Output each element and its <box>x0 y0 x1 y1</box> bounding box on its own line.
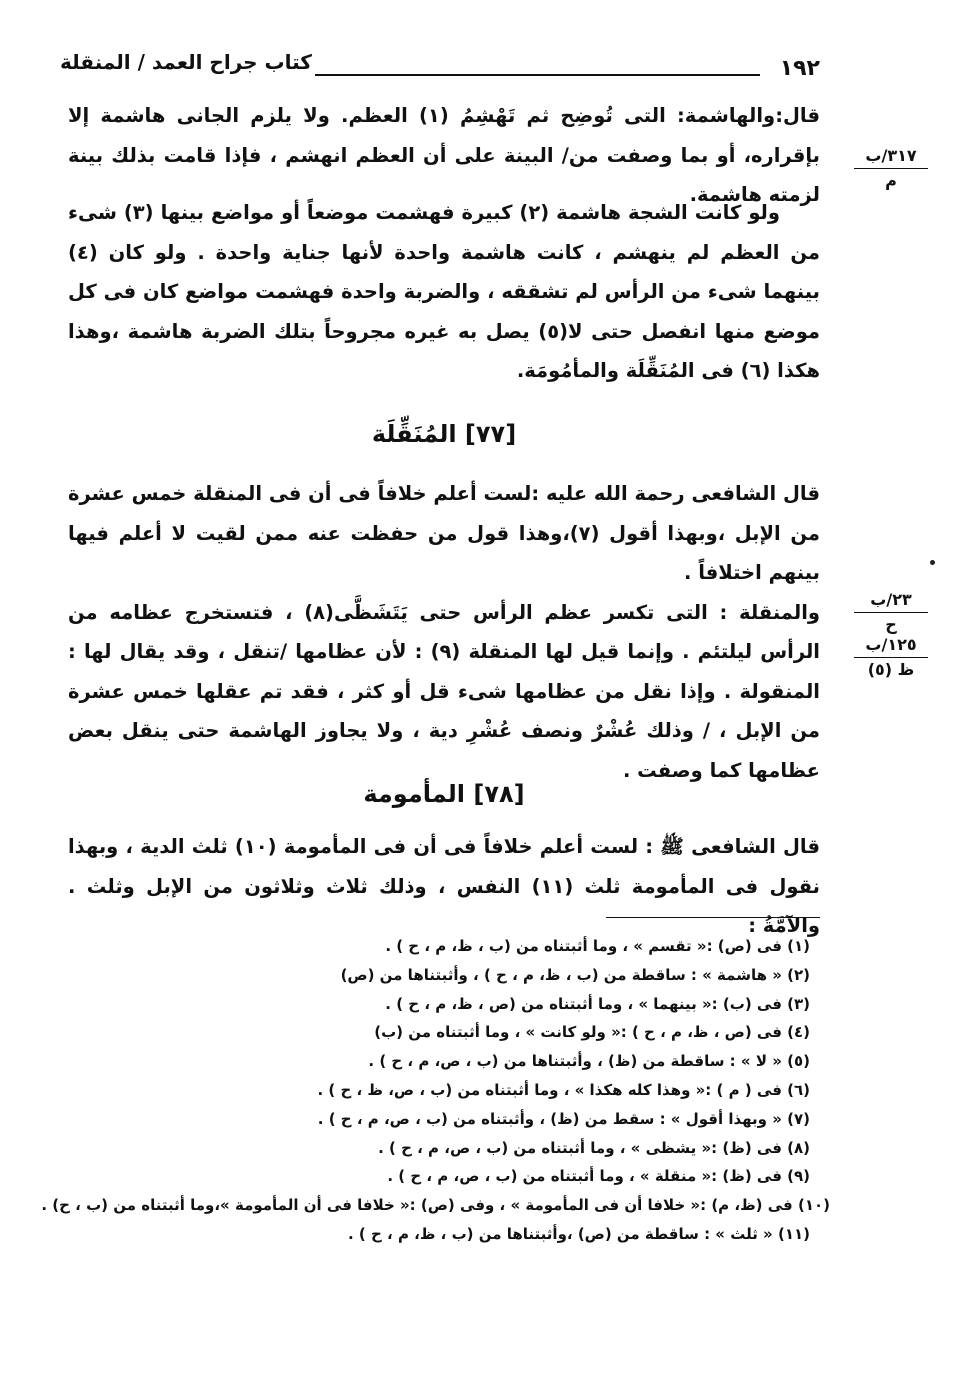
footnote: (٩) فى (ظ) :« منقلة » ، وما أثبتناه من (ب ، ص، م ، ح ) . <box>387 1167 810 1186</box>
footnote: (١١) « ثلث » : ساقطة من (ص) ،وأثبتناها من (ب ، ظ، م ، ح ) . <box>348 1224 810 1243</box>
speaker-lead: قال: <box>775 104 820 127</box>
paragraph-text: رحمة الله عليه :لست أعلم خلافاً فى أن فى المنقلة خمس عشرة من الإبل ،وبهذا أقول (٧)،وهذا قول من حفظت عنه ممن لقيت لا أعلم فيها بينهم اختلافاً . <box>68 482 820 584</box>
speaker-lead: قال الشافعى <box>691 835 820 858</box>
section-77-body <box>68 474 820 790</box>
scan-speck <box>930 560 935 565</box>
running-title: كتاب جراح العمد / المنقلة <box>60 50 312 74</box>
section-heading-78: [٧٨] المأمومة <box>363 780 525 808</box>
section-78-body <box>68 827 820 946</box>
margin-reference-2 <box>846 590 936 680</box>
margin-ref-line: ظ (٥) <box>867 660 915 679</box>
margin-ref-line: ح <box>885 615 897 634</box>
margin-reference-1 <box>846 146 936 191</box>
footnote: (٢) « هاشمة » : ساقطة من (ب ، ظ، م ، ح ) ، وأثبتناها من (ص) <box>340 965 810 984</box>
speaker-lead: قال الشافعى <box>691 482 820 505</box>
section-heading-77: [٧٧] المُنَقِّلَة <box>371 420 517 448</box>
footnote: (٧) « وبهذا أقول » : سقط من (ظ) ، وأثبتناه من (ب ، ص، م ، ح ) . <box>317 1109 810 1128</box>
margin-ref-bar <box>854 657 928 658</box>
margin-ref-bar <box>854 612 928 613</box>
footnote-rule <box>606 917 820 918</box>
footnotes <box>40 932 830 1249</box>
footnote: (٥) « لا » : ساقطة من (ظ) ، وأثبتناها من (ب ، ص، م ، ح ) . <box>368 1052 810 1071</box>
paragraph-text: ولو كانت الشجة هاشمة (٢) كبيرة فهشمت موضعاً أو مواضع بينها (٣) شىء من العظم لم ينهشم ، كانت هاشمة واحدة لأنها جناية واحدة . ولو كان (٤) بينهما شىء من الرأس لم تشققه ، والضربة واحدة فهشمت مواضع كان فى كل موضع منها انفصل حتى لا(٥) يصل به غيره مجروحاً بتلك الضربة هاشمة ،وهذا هكذا (٦) فى المُنَقِّلَة والمأمُومَة. <box>68 201 820 382</box>
footnote: (٨) فى (ظ) :« يشظى » ، وما أثبتناه من (ب ، ص، م ، ح ) . <box>378 1138 810 1157</box>
margin-ref-line: ٢٣/ب <box>870 590 912 609</box>
header-rule <box>315 74 760 76</box>
margin-ref-top: ٣١٧/ب <box>865 146 917 165</box>
page-header <box>60 46 820 86</box>
footnote: (٣) فى (ب) :« بينهما » ، وما أثبتناه من (ص ، ظ، م ، ح ) . <box>385 994 810 1013</box>
footnote: (١٠) فى (ظ، م) :« خلافا أن فى المأمومة » ، وفى (ص) :« خلافا فى أن المأمومة »،وما أثبتناه من (ب ، ح) . <box>41 1196 830 1215</box>
margin-ref-bar <box>854 168 928 169</box>
paragraph-text: والمنقلة : التى تكسر عظم الرأس حتى يَتَشَظَّى(٨) ، فتستخرج عظامه من الرأس ليلتئم . وإنما قيل لها المنقلة (٩) : لأن عظامها /تنقل ، وقد يقال لها : المنقولة . وإذا نقل من عظامها شىء قل أو كثر ، فقد تم عقلها خمس عشرة من الإبل ، / وذلك عُشْرٌ ونصف عُشْرِ دية ، ولا يجاوز الهاشمة حتى ينقل بعض عظامها كما وصفت . <box>68 600 821 782</box>
paragraph-text: والهاشمة: التى تُوضِح ثم تَهْشِمُ (١) العظم. ولا يلزم الجانى هاشمة إلا بإقراره، أو بما وصفت من/ البينة على أن العظم انهشم ، فإذا قامت بذلك بينة لزمته هاشمة. <box>68 104 820 206</box>
paragraph-text: ﷺ : لست أعلم خلافاً فى أن فى المأمومة (١٠) ثلث الدية ، وبهذا نقول فى المأمومة ثلث (١١) النفس ، وذلك ثلاث وثلاثون من الإبل وثلث . والآمَّةُ : <box>68 835 821 937</box>
footnote: (٤) فى (ص ، ظ، م ، ح ) :« ولو كانت » ، وما أثبتناه من (ب) <box>374 1023 810 1042</box>
footnote: (١) فى (ص) :« تقسم » ، وما أثبتناه من (ب ، ظ، م ، ح ) . <box>385 937 810 955</box>
page-number: ١٩٢ <box>779 56 820 81</box>
margin-ref-bottom: م <box>885 171 897 190</box>
intro-paragraph-2 <box>68 193 820 391</box>
margin-ref-line: ١٢٥/ب <box>865 635 917 654</box>
footnote: (٦) فى ( م ) :« وهذا كله هكذا » ، وما أثبتناه من (ب ، ص، ظ ، ح ) . <box>317 1080 810 1099</box>
